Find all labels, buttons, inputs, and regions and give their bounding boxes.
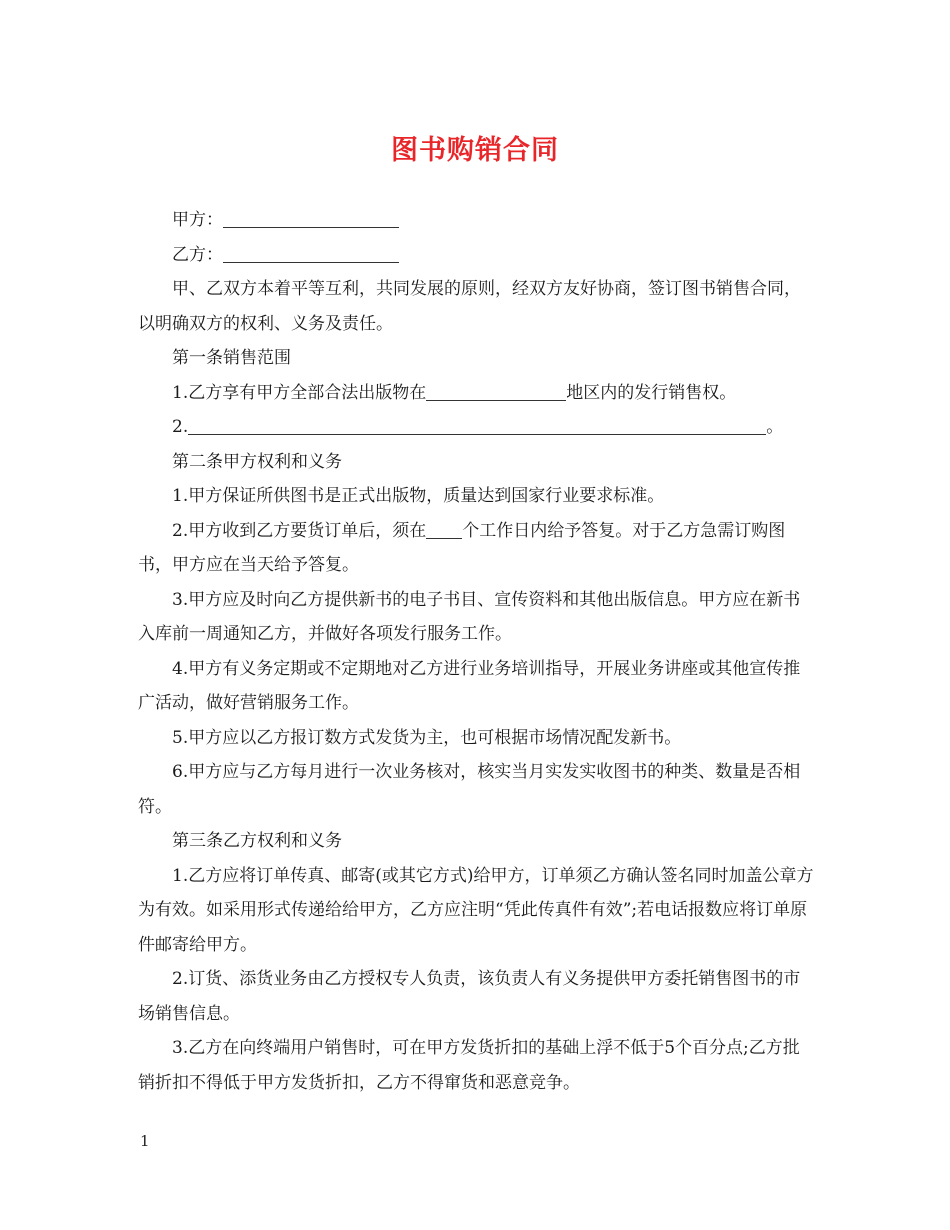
article-2-item-1: 1.甲方保证所供图书是正式出版物，质量达到国家行业要求标准。 [172,486,665,506]
article-2-item-5: 5.甲方应以乙方报订数方式发货为主，也可根据市场情况配发新书。 [172,727,682,748]
party-b-line [138,238,814,273]
article-3-item-1: 1.乙方应将订单传真、邮寄(或其它方式)给甲方，订单须乙方确认签名同时加盖公章方为有效。如采用形式传递给给甲方，乙方应注明“凭此传真件有效”;若电话报数应将订单原件邮寄给甲方。 [138,865,814,955]
region-blank [426,383,566,401]
article-2-item-2: 2.甲方收到乙方要货订单后，须在 个工作日内给予答复。对于乙方急需订购图书，甲方应在当天给予答复。 [138,520,786,575]
intro-paragraph: 甲、乙双方本着平等互利，共同发展的原则，经双方友好协商，签订图书销售合同，以明确双方的权利、义务及责任。 [138,279,801,334]
article-2-heading: 第二条甲方权利和义务 [172,451,342,472]
article-1-item-1: 1.乙方享有甲方全部合法出版物在 地区内的发行销售权。 [172,382,737,403]
article-3-item-2: 2.订货、添货业务由乙方授权专人负责，该负责人有义务提供甲方委托销售图书的市场销售信息。 [138,969,801,1024]
article-1-heading: 第一条销售范围 [172,348,291,368]
party-a-blank [223,210,399,228]
document-title: 图书购销合同 [391,135,559,166]
article-3-heading: 第三条乙方权利和义务 [172,831,342,851]
days-blank [426,521,462,539]
article-2-item-4: 4.甲方有义务定期或不定期地对乙方进行业务培训指导，开展业务讲座或其他宣传推广活动，做好营销服务工作。 [138,658,801,713]
party-b-blank [223,245,399,263]
party-a-line [138,203,814,238]
article-2-item-6: 6.甲方应与乙方每月进行一次业务核对，核实当月实发实收图书的种类、数量是否相符。 [138,762,801,817]
item-2-blank [188,417,766,435]
article-3-item-3: 3.乙方在向终端用户销售时，可在甲方发货折扣的基础上浮不低于5个百分点;乙方批销折扣不得低于甲方发货折扣，乙方不得窜货和恶意竞争。 [138,1038,800,1093]
party-b-label: 乙方： [172,244,223,265]
document-body [138,203,814,1100]
party-a-label: 甲方： [172,210,223,230]
article-2-item-3: 3.甲方应及时向乙方提供新书的电子书目、宣传资料和其他出版信息。甲方应在新书入库前一周通知乙方，并做好各项发行服务工作。 [138,589,801,644]
page-number: 1 [140,1132,150,1150]
article-1-item-2: 2. 。 [172,417,784,437]
